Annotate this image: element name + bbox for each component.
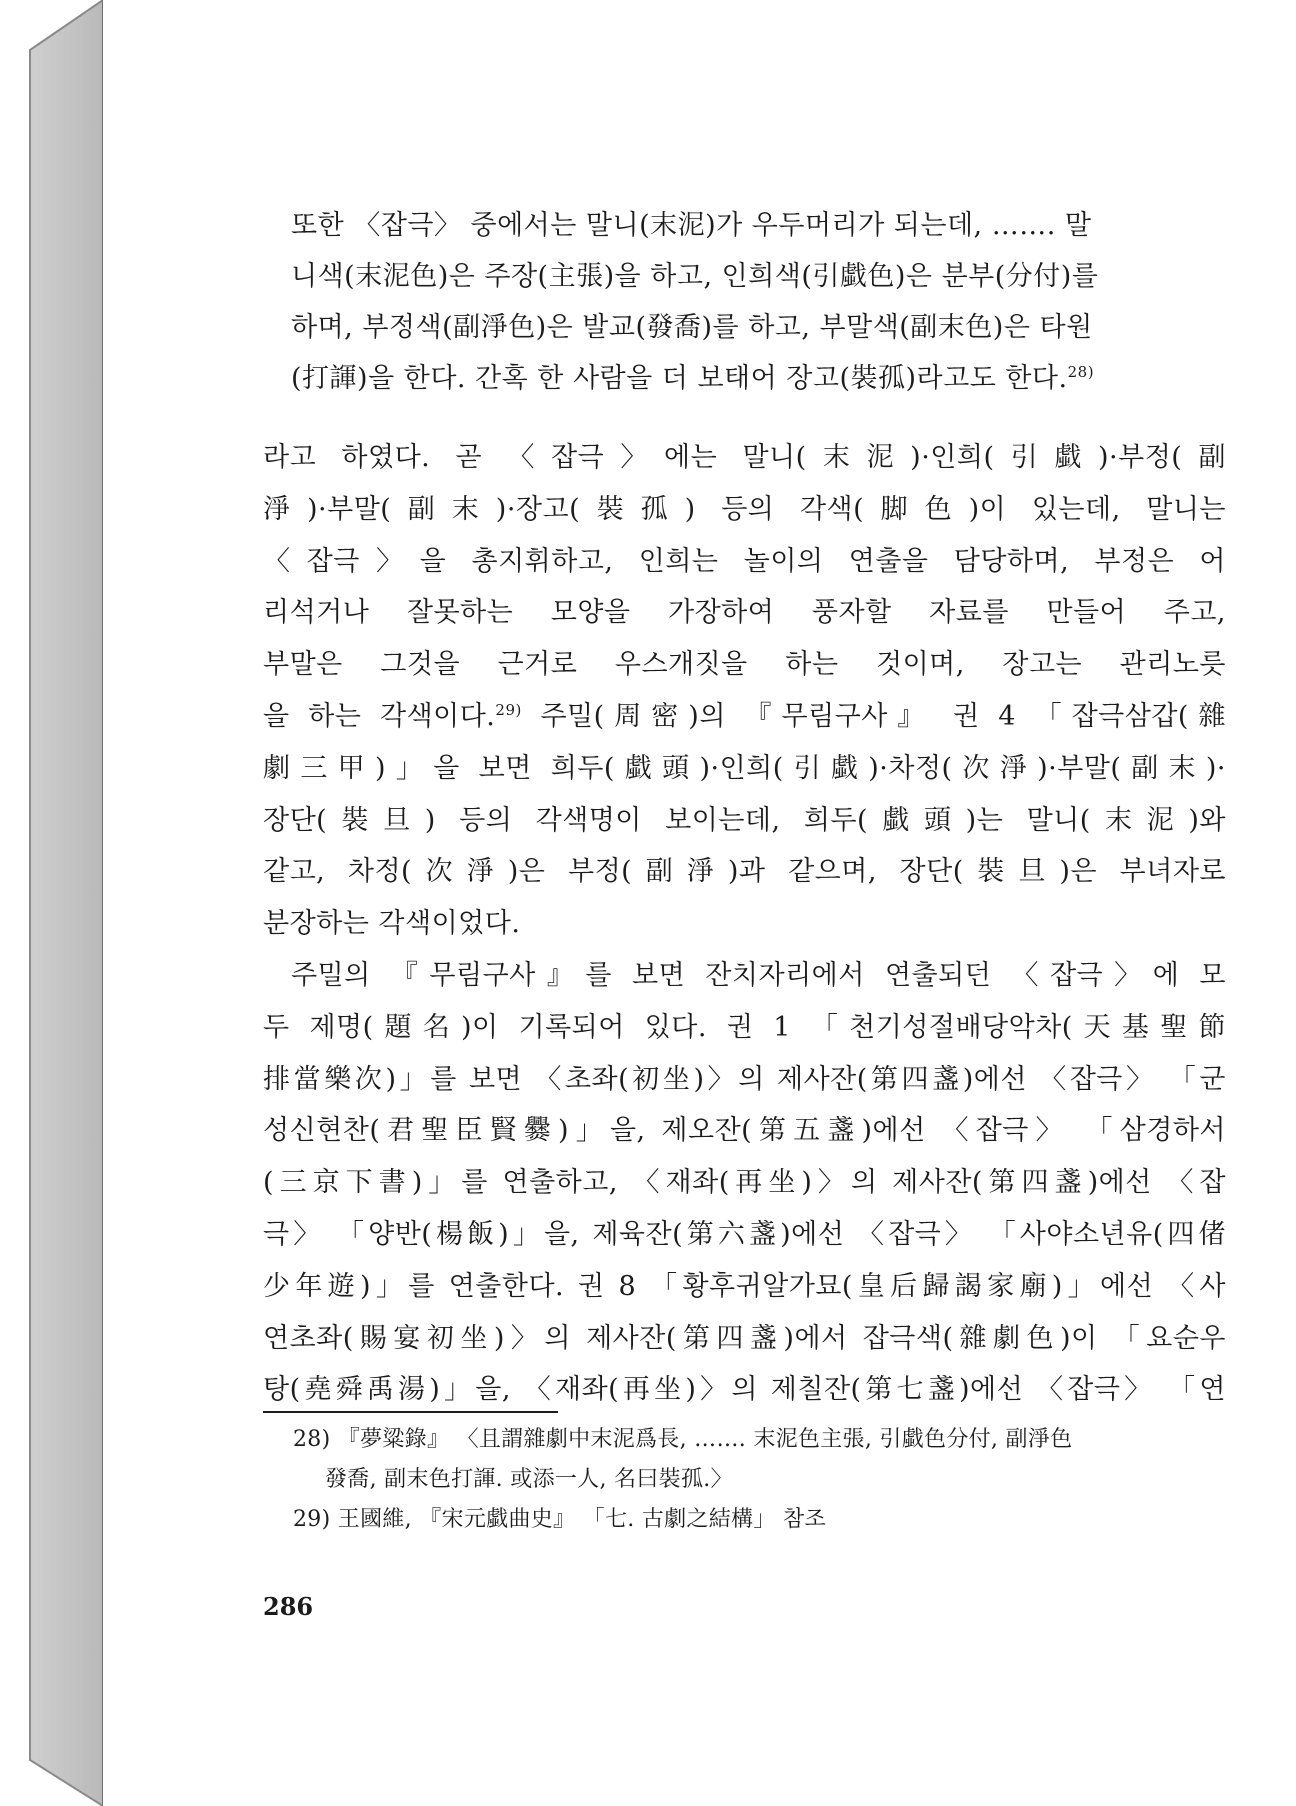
quote-line-text: (打諢)을 한다. 간혹 한 사람을 더 보태어 장고(裝孤)라고도 한다. xyxy=(291,363,1068,394)
body-line-text: 을 하는 각색이다. xyxy=(263,700,496,732)
quote-line: 하며, 부정색(副淨色)은 발교(發喬)를 하고, 부말색(副末色)은 타원 xyxy=(291,312,1093,343)
body-line: 〈잡극〉을 총지휘하고, 인희는 놀이의 연출을 담당하며, 부정은 어 xyxy=(263,545,1226,577)
footnote-28-continued: 發喬, 副末色打諢. 或添一人, 名曰裝孤.〉 xyxy=(325,1467,733,1492)
footnote-28: 28) 『夢粱錄』 〈且謂雜劇中末泥爲長, ……. 末泥色主張, 引戱色分付, 副淨色 xyxy=(293,1427,1073,1452)
body-line xyxy=(263,691,1226,743)
body-line: 성신현찬(君聖臣賢爨)」을, 제오잔(第五盞)에선 〈잡극〉 「삼경하서 xyxy=(263,1115,1226,1147)
body-line: 같고, 차정(次淨)은 부정(副淨)과 같으며, 장단(裝旦)은 부녀자로 xyxy=(263,856,1226,888)
quote-line: 니색(末泥色)은 주장(主張)을 하고, 인희색(引戱色)은 분부(分付)를 xyxy=(291,261,1099,292)
body-line: 탕(堯舜禹湯)」을, 〈재좌(再坐)〉의 제칠잔(第七盞)에선 〈잡극〉 「연 xyxy=(263,1374,1226,1406)
body-line: 少年遊)」를 연출한다. 권 8 「황후귀알가묘(皇后歸謁家廟)」에선 〈사 xyxy=(263,1270,1226,1302)
body-line: 淨)·부말(副末)·장고(裝孤) 등의 각색(脚色)이 있는데, 말니는 xyxy=(263,493,1226,525)
body-line: 극〉 「양반(楊飯)」을, 제육잔(第六盞)에선 〈잡극〉 「사야소년유(四偖 xyxy=(263,1218,1226,1250)
body-line: 주밀의 『무림구사』를 보면 잔치자리에서 연출되던 〈잡극〉에 모 xyxy=(291,959,1226,991)
body-line: 리석거나 잘못하는 모양을 가장하여 풍자할 자료를 만들어 주고, xyxy=(263,597,1226,629)
footnotes xyxy=(293,1420,1226,1540)
footnote-ref-29[interactable]: 29) xyxy=(495,700,522,719)
block-quote xyxy=(291,200,1226,404)
body-line: 劇三甲)」을 보면 희두(戱頭)·인희(引戱)·차정(次淨)·부말(副末)· xyxy=(263,752,1226,784)
body-line: 부말은 그것을 근거로 우스개짓을 하는 것이며, 장고는 관리노릇 xyxy=(263,649,1226,681)
body-text xyxy=(263,432,1226,1416)
quote-line xyxy=(291,353,1226,404)
body-line: 두 제명(題名)이 기록되어 있다. 권 1 「천기성절배당악차(天基聖節 xyxy=(263,1011,1226,1043)
footnote-separator xyxy=(263,1411,558,1413)
body-line: (三京下書)」를 연출하고, 〈재좌(再坐)〉의 제사잔(第四盞)에선 〈잡 xyxy=(263,1167,1226,1199)
body-line: 분장하는 각색이었다. xyxy=(263,908,521,940)
body-line: 연초좌(賜宴初坐)〉의 제사잔(第四盞)에서 잡극색(雜劇色)이 「요순우 xyxy=(263,1322,1226,1354)
footnote-29: 29) 王國維, 『宋元戱曲史』 「七. 古劇之結構」 참조 xyxy=(293,1507,827,1532)
page-number: 286 xyxy=(263,1592,314,1621)
body-line: 라고 하였다. 곧 〈잡극〉에는 말니(末泥)·인희(引戱)·부정(副 xyxy=(263,442,1226,473)
body-line-text: 주밀(周密)의 『무림구사』 권 4 「잡극삼갑(雜 xyxy=(540,700,1227,732)
footnote-ref-28[interactable]: 28) xyxy=(1067,363,1095,381)
body-line: 排當樂次)」를 보면 〈초좌(初坐)〉의 제사잔(第四盞)에선 〈잡극〉 「군 xyxy=(263,1063,1226,1095)
quote-line: 또한 〈잡극〉 중에서는 말니(末泥)가 우두머리가 되는데, ……. 말 xyxy=(291,210,1092,241)
body-line: 장단(裝旦) 등의 각색명이 보이는데, 희두(戱頭)는 말니(末泥)와 xyxy=(263,804,1226,836)
page xyxy=(103,0,1296,1806)
